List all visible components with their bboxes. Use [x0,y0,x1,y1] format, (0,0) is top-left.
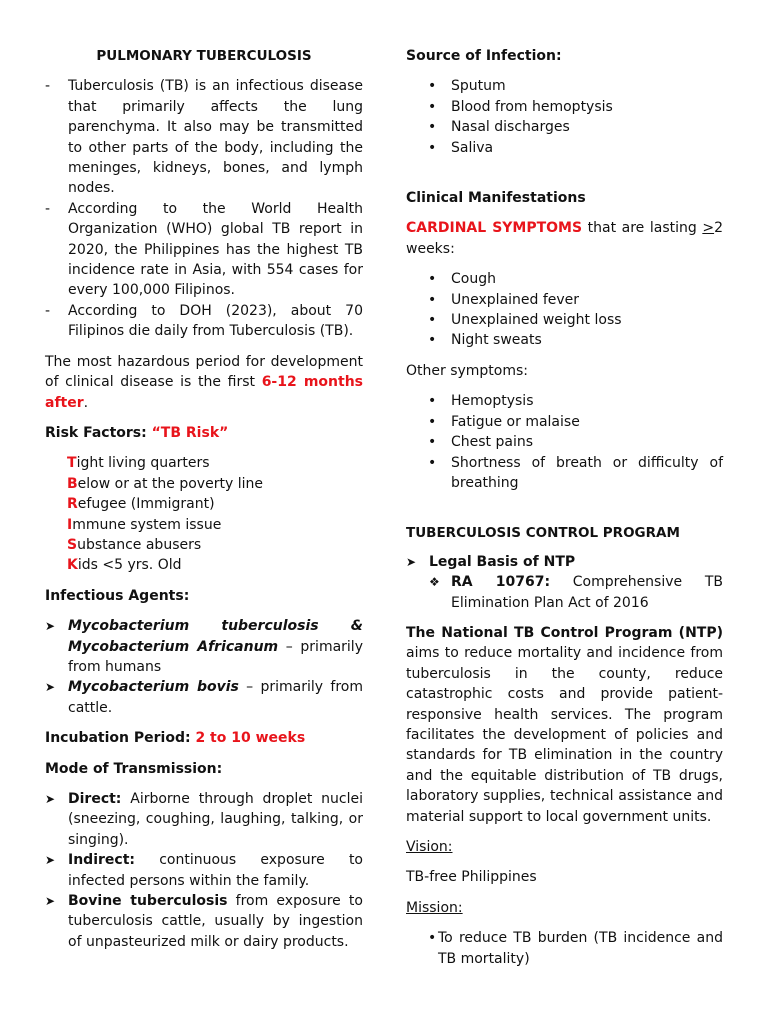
hazard-text: The most hazardous period for development of clinical disease is the first [45,353,363,391]
source-item: • Blood from hemoptysis [406,97,723,117]
arrowhead-icon: ➤ [406,554,417,569]
source-list [406,76,723,158]
arrowhead-icon: ➤ [45,894,56,909]
other-item: • Hemoptysis [406,391,723,411]
vision-text: TB-free Philippines [406,869,537,886]
other-item: • Chest pains [406,432,723,452]
cardinal-paragraph [406,218,723,259]
arrowhead-icon: ➤ [45,619,56,634]
source-item: • Nasal discharges [406,117,723,137]
risk-item [67,494,363,514]
arrowhead-icon: ➤ [45,792,56,806]
cardinal-item: • Cough [406,269,723,289]
source-heading: Source of Infection: [406,48,562,64]
clinical-heading: Clinical Manifestations [406,190,586,207]
risk-text: efugee (Immigrant) [77,496,215,513]
transmission-heading: Mode of Transmission: [45,760,223,777]
hazard-highlight: 6-12 months after [45,374,363,411]
risk-heading [45,423,363,443]
cardinal-tail: 2 weeks: [406,220,723,257]
vision-heading: Vision: [406,839,453,855]
legal-list [406,552,723,572]
incubation-label: Incubation Period: [45,730,196,747]
risk-text: ubstance abusers [77,536,202,553]
agent-desc: – primarily from cattle. [68,679,363,716]
arrowhead-icon: ➤ [45,680,56,695]
transmission-text: continuous exposure to infected persons within the family. [68,852,363,889]
mission-item: • To reduce TB burden (TB incidence and TB mortality) [406,928,723,969]
risk-letter: B [67,475,78,492]
transmission-label: Indirect: [68,852,135,869]
incubation-value: 2 to 10 weeks [195,730,306,747]
transmission-text: Airborne through droplet nuclei (sneezing, coughing, laughing, talking, or singing). [68,791,363,848]
other-item: • Fatigue or malaise [406,412,723,432]
risk-text: ight living quarters [76,455,210,472]
agent-item [45,616,363,677]
transmission-label: Bovine tuberculosis [68,893,228,910]
ntp-heading: The National TB Control Program (NTP) [406,624,723,641]
transmission-item [45,789,363,850]
cardinal-item: • Unexplained fever [406,290,723,310]
agent-name: Mycobacterium bovis [68,679,239,696]
risk-letter: T [67,455,77,472]
program-heading: TUBERCULOSIS CONTROL PROGRAM [406,525,680,542]
hazard-paragraph [45,352,363,413]
risk-item [67,555,363,575]
cardinal-value: > [702,220,715,237]
transmission-list [45,789,363,952]
arrowhead-icon: ➤ [45,853,56,868]
intro-item: - Tuberculosis (TB) is an infectious disease that primarily affects the lung parenchyma. It also may be transmitted to other parts of the body, including the meninges, kidneys, bones, and lymph nodes. [45,76,363,198]
risk-item [67,535,363,555]
cardinal-list [406,269,723,351]
transmission-item [45,891,363,952]
risk-text: ids <5 yrs. Old [77,557,182,574]
agent-item [45,677,363,718]
transmission-label: Direct: [68,791,122,807]
ra-item [406,572,723,613]
mission-list [406,928,723,969]
risk-item [67,474,363,494]
transmission-item [45,850,363,891]
legal-item [406,552,723,572]
incubation-heading [45,728,363,748]
risk-item [67,453,363,473]
transmission-text: from exposure to tuberculosis cattle, usually by ingestion of unpasteurized milk or dairy products. [68,893,363,950]
agent-name: Mycobacterium tuberculosis & Mycobacterium Africanum [68,618,363,655]
risk-text: elow or at the poverty line [77,475,263,492]
other-list [406,391,723,493]
intro-item: - According to the World Health Organization (WHO) global TB report in 2020, the Philippines has the highest TB incidence rate in Asia, with 554 cases for every 100,000 Filipinos. [45,199,363,301]
agent-desc: – primarily from humans [68,638,363,675]
risk-list [45,453,363,575]
risk-item [67,515,363,535]
cardinal-text: that are lasting [582,220,703,237]
ra-label: RA 10767: [451,574,551,591]
ntp-paragraph [406,623,723,827]
legal-heading: Legal Basis of NTP [429,553,576,570]
mission-heading: Mission: [406,899,463,916]
agents-heading: Infectious Agents: [45,587,190,604]
right-column [406,46,723,969]
source-item: • Saliva [406,138,723,158]
risk-heading-label: Risk Factors: [45,424,152,441]
left-column [45,46,363,952]
risk-text: mmune system issue [72,516,222,533]
cardinal-item: • Unexplained weight loss [406,310,723,330]
risk-letter: I [67,516,73,533]
other-heading: Other symptoms: [406,362,529,379]
diamond-icon: ❖ [429,575,440,590]
risk-letter: R [67,496,78,513]
other-item: • Shortness of breath or difficulty of breathing [406,453,723,494]
intro-list [45,76,363,341]
intro-item: - According to DOH (2023), about 70 Filipinos die daily from Tuberculosis (TB). [45,301,363,342]
cardinal-item: • Night sweats [406,330,723,350]
hazard-end: . [83,394,89,411]
ntp-text: aims to reduce mortality and incidence from tuberculosis in the county, reduce catastrophic costs and provide patient-responsive health services. The program facilitates the development of policies and standards for TB elimination in the country and the equitable distribution of TB drugs, laboratory supplies, technical assistance and material support to local government units. [406,645,723,825]
document-title: PULMONARY TUBERCULOSIS [96,48,312,64]
source-item: • Sputum [406,76,723,96]
ra-text: Comprehensive TB Elimination Plan Act of 2016 [451,574,723,611]
cardinal-label: CARDINAL SYMPTOMS [406,220,583,237]
risk-letter: S [67,536,78,553]
risk-letter: K [67,557,78,574]
risk-heading-highlight: “TB Risk” [151,424,229,441]
agents-list [45,616,363,718]
